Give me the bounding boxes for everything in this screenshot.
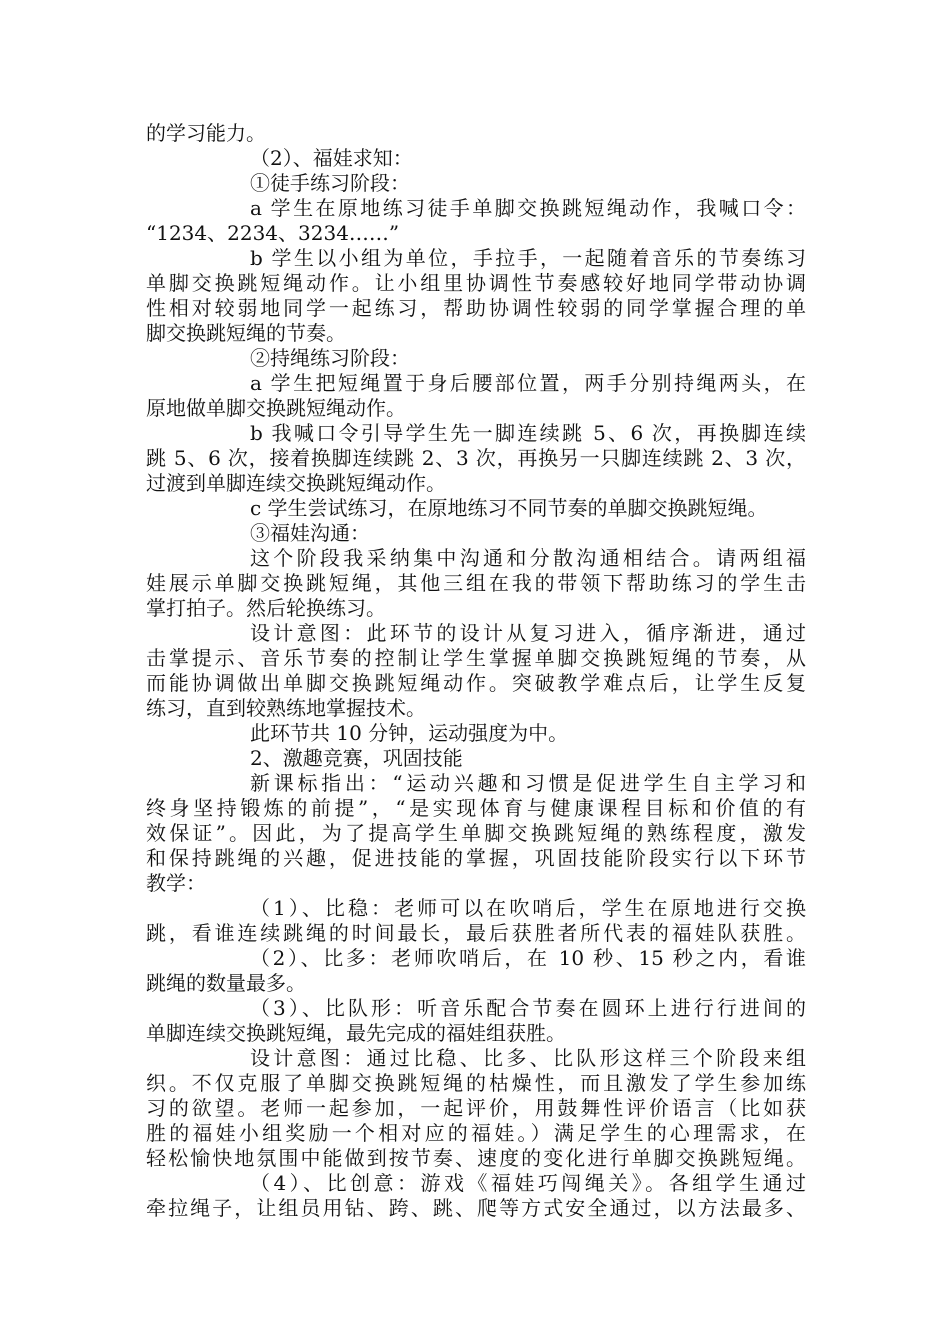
text-line: 此环节共 10 分钟，运动强度为中。 [250, 721, 569, 745]
text-line: 轻松愉快地氛围中能做到按节奏、速度的变化进行单脚交换跳短绳。 [146, 1146, 806, 1170]
text-line: 和保持跳绳的兴趣，促进技能的掌握，巩固技能阶段实行以下环节 [146, 846, 806, 870]
text-line: 跳 5、6 次，接着换脚连续跳 2、3 次，再换另一只脚连续跳 2、3 次， [146, 446, 806, 470]
text-line: 习的欲望。老师一起参加，一起评价，用鼓舞性评价语言（比如获 [146, 1096, 806, 1120]
text-line: a 学生在原地练习徒手单脚交换跳短绳动作，我喊口令： [250, 196, 806, 220]
text-line: b 学生以小组为单位，手拉手，一起随着音乐的节奏练习 [250, 246, 806, 270]
text-line: 娃展示单脚交换跳短绳，其他三组在我的带领下帮助练习的学生击 [146, 571, 806, 595]
text-line: 单脚交换跳短绳动作。让小组里协调性节奏感较好地同学带动协调 [146, 271, 806, 295]
text-line: 教学： [146, 871, 206, 895]
text-line: 胜的福娃小组奖励一个相对应的福娃。）满足学生的心理需求，在 [146, 1121, 806, 1145]
subsection-heading: ①徒手练习阶段： [250, 171, 410, 195]
text-line: “1234、2234、3234……” [146, 221, 400, 245]
subsection-heading: ②持绳练习阶段： [250, 346, 410, 370]
text-line: 掌打拍子。然后轮换练习。 [146, 596, 386, 620]
text-line: 设计意图：通过比稳、比多、比队形这样三个阶段来组 [250, 1046, 806, 1070]
text-line: a 学生把短绳置于身后腰部位置，两手分别持绳两头，在 [250, 371, 806, 395]
text-line: （4）、比创意：游戏《福娃巧闯绳关》。各组学生通过 [250, 1171, 806, 1195]
subsection-heading: ③福娃沟通： [250, 521, 370, 545]
text-line: （1）、比稳：老师可以在吹哨后，学生在原地进行交换 [250, 896, 806, 920]
text-line: b 我喊口令引导学生先一脚连续跳 5、6 次，再换脚连续 [250, 421, 806, 445]
text-line: 练习，直到较熟练地掌握技术。 [146, 696, 426, 720]
section-heading: 2、激趣竞赛，巩固技能 [250, 746, 463, 770]
text-line: 的学习能力。 [146, 121, 266, 145]
text-line: 设计意图：此环节的设计从复习进入，循序渐进，通过 [250, 621, 806, 645]
text-line: 脚交换跳短绳的节奏。 [146, 321, 346, 345]
text-line: （2）、比多：老师吹哨后，在 10 秒、15 秒之内，看谁 [250, 946, 806, 970]
text-line: 牵拉绳子，让组员用钻、跨、跳、爬等方式安全通过，以方法最多、 [146, 1196, 806, 1220]
text-line: 跳，看谁连续跳绳的时间最长，最后获胜者所代表的福娃队获胜。 [146, 921, 806, 945]
text-line: 跳绳的数量最多。 [146, 971, 306, 995]
text-line: 原地做单脚交换跳短绳动作。 [146, 396, 406, 420]
text-line: 终身坚持锻炼的前提”，“是实现体育与健康课程目标和价值的有 [146, 796, 806, 820]
text-line: 织。不仅克服了单脚交换跳短绳的枯燥性，而且激发了学生参加练 [146, 1071, 806, 1095]
text-line: 单脚连续交换跳短绳，最先完成的福娃组获胜。 [146, 1021, 566, 1045]
text-line: （3）、比队形：听音乐配合节奏在圆环上进行行进间的 [250, 996, 806, 1020]
section-heading: （2）、福娃求知： [250, 146, 413, 170]
text-line: 过渡到单脚连续交换跳短绳动作。 [146, 471, 446, 495]
text-line: c 学生尝试练习，在原地练习不同节奏的单脚交换跳短绳。 [250, 496, 768, 520]
text-line: 新课标指出：“运动兴趣和习惯是促进学生自主学习和 [250, 771, 806, 795]
text-line: 效保证”。因此，为了提高学生单脚交换跳短绳的熟练程度，激发 [146, 821, 806, 845]
text-line: 击掌提示、音乐节奏的控制让学生掌握单脚交换跳短绳的节奏，从 [146, 646, 806, 670]
text-line: 而能协调做出单脚交换跳短绳动作。突破教学难点后，让学生反复 [146, 671, 806, 695]
text-line: 这个阶段我采纳集中沟通和分散沟通相结合。请两组福 [250, 546, 806, 570]
text-line: 性相对较弱地同学一起练习，帮助协调性较弱的同学掌握合理的单 [146, 296, 806, 320]
